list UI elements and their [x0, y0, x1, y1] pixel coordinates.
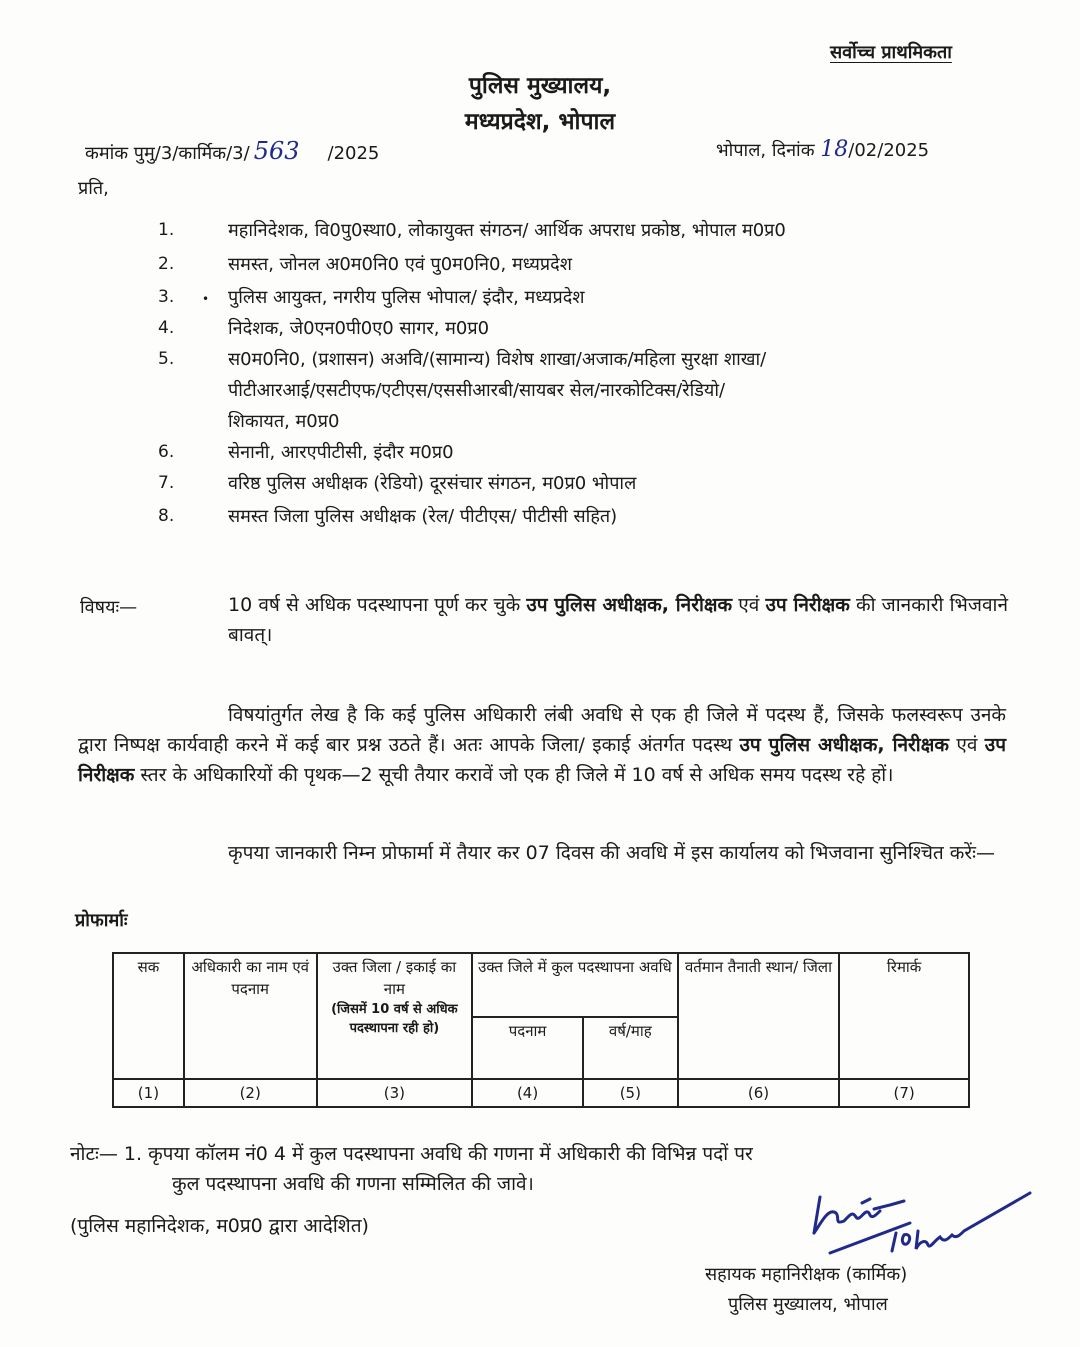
subject-bold: उप पुलिस अधीक्षक, निरीक्षक	[526, 594, 733, 616]
header-current-posting: वर्तमान तैनाती स्थान/ जिला	[678, 953, 840, 1079]
header-district-unit-main: उक्त जिला / इकाई का नाम	[332, 958, 457, 998]
recipient-item: महानिदेशक, वि0पु0स्था0, लोकायुक्त संगठन/ आर्थिक अपराध प्रकोष्ठ, भोपाल म0प्र0	[228, 220, 786, 241]
office-location: मध्यप्रदेश, भोपाल	[464, 109, 616, 135]
handwritten-signature	[800, 1185, 1040, 1265]
recipient-item-line: पीटीआरआई/एसटीएफ/एटीएस/एससीआरबी/सायबर सेल/नारकोटिक्स/रेडियो/	[228, 380, 726, 401]
date-suffix: /02/2025	[848, 140, 930, 161]
para-bold: उप पुलिस अधीक्षक, निरीक्षक	[739, 734, 949, 756]
header-district-unit	[317, 953, 473, 1079]
reference-suffix: /2025	[327, 143, 380, 164]
note-line: नोटः— 1. कृपया कॉलम नं0 4 में कुल पदस्थापना अवधि की गणना में अधिकारी की विभिन्न पदों पर	[70, 1143, 753, 1165]
recipient-number: 2.	[158, 254, 175, 274]
recipient-item: सेनानी, आरएपीटीसी, इंदौर म0प्र0	[228, 442, 454, 463]
body-paragraph	[78, 700, 1006, 790]
office-heading: पुलिस मुख्यालय,	[468, 73, 612, 99]
header-district-unit-note: (जिसमें 10 वर्ष से अधिक पदस्थापना रही हो)	[331, 1002, 458, 1036]
header-year-month: वर्ष/माह	[583, 1017, 678, 1079]
recipient-number: 7.	[158, 473, 175, 493]
column-number: (7)	[839, 1079, 969, 1107]
recipient-item: निदेशक, जे0एन0पी0ए0 सागर, म0प्र0	[228, 318, 490, 339]
date-prefix: भोपाल, दिनांक	[716, 140, 821, 161]
para-part: एवं	[948, 734, 985, 756]
subject-part: एवं	[732, 594, 766, 616]
header-total-posting-period: उक्त जिले में कुल पदस्थापना अवधि	[472, 953, 678, 1017]
recipient-item: समस्त जिला पुलिस अधीक्षक (रेल/ पीटीएस/ पीटीसी सहित)	[228, 506, 618, 527]
recipient-item-line: शिकायत, म0प्र0	[228, 411, 340, 432]
letter-date	[716, 137, 929, 162]
recipient-item: वरिष्ठ पुलिस अधीक्षक (रेडियो) दूरसंचार संगठन, म0प्र0 भोपाल	[228, 473, 637, 494]
recipient-item: पुलिस आयुक्त, नगरीय पुलिस भोपाल/ इंदौर, मध्यप्रदेश	[228, 287, 585, 308]
column-number: (6)	[678, 1079, 840, 1107]
para-part: विषयांतुर्गत लेख है कि कई पुलिस अधिकारी लंबी अवधि से एक ही जिले में पदस्थ हैं, जिसके फलस्वरूप उनके द्वारा निष्पक्ष कार्यवाही करने में कई बार प्रश्न उठते हैं। अतः आपके जिला/ इकाई अंतर्गत पदस्थ	[78, 704, 1006, 756]
proforma-label: प्रोफार्माः	[75, 910, 128, 931]
recipient-item: समस्त, जोनल अ0म0नि0 एवं पु0म0नि0, मध्यप्रदेश	[228, 254, 572, 275]
signatory-title: सहायक महानिरीक्षक (कार्मिक)	[705, 1264, 908, 1285]
recipient-number: 8.	[158, 506, 175, 526]
header-remarks: रिमार्क	[839, 953, 969, 1079]
column-number: (4)	[472, 1079, 583, 1107]
recipient-number: 6.	[158, 442, 175, 462]
note-line: कुल पदस्थापना अवधि की गणना सम्मिलित की जावे।	[172, 1173, 534, 1195]
column-number: (1)	[113, 1079, 184, 1107]
bullet-mark: •	[202, 292, 210, 306]
recipient-number: 5.	[158, 349, 175, 369]
recipient-number: 1.	[158, 220, 175, 240]
reference-number	[85, 137, 379, 165]
instruction-paragraph: कृपया जानकारी निम्न प्रोफार्मा में तैयार कर 07 दिवस की अवधि में इस कार्यालय को भिजवाना सुनिश्चित करेंः—	[228, 842, 995, 864]
para-bold: उप निरीक्षक	[78, 734, 1007, 786]
recipient-item-line: स0म0नि0, (प्रशासन) अअवि/(सामान्य) विशेष शाखा/अजाक/महिला सुरक्षा शाखा/	[228, 349, 767, 370]
date-handwritten-day: 18	[820, 137, 849, 162]
proforma-table	[112, 952, 970, 1108]
ordered-by: (पुलिस महानिदेशक, म0प्र0 द्वारा आदेशित)	[70, 1215, 369, 1237]
reference-prefix: कमांक पुमु/3/कार्मिक/3/	[85, 143, 250, 164]
header-serial: सक	[113, 953, 184, 1079]
subject-bold: उप निरीक्षक	[765, 594, 850, 616]
signatory-office: पुलिस मुख्यालय, भोपाल	[728, 1294, 888, 1315]
column-number: (2)	[184, 1079, 317, 1107]
para-part: स्तर के अधिकारियों की पृथक—2 सूची तैयार करावें जो एक ही जिले में 10 वर्ष से अधिक समय पदस्थ रहे हों।	[134, 764, 894, 786]
reference-handwritten-number: 563	[253, 137, 300, 165]
header-officer-name: अधिकारी का नाम एवं पदनाम	[184, 953, 317, 1079]
subject-part: 10 वर्ष से अधिक पदस्थापना पूर्ण कर चुके	[228, 594, 527, 616]
priority-label: सर्वोच्च प्राथमिकता	[830, 42, 952, 63]
recipient-number: 3.	[158, 287, 175, 307]
column-number: (3)	[317, 1079, 473, 1107]
subject-text	[228, 590, 1008, 650]
header-designation: पदनाम	[472, 1017, 583, 1079]
subject-label: विषयः—	[80, 597, 138, 618]
column-number: (5)	[583, 1079, 678, 1107]
to-label: प्रति,	[78, 178, 109, 199]
recipient-number: 4.	[158, 318, 175, 338]
subject-part: की जानकारी भिजवाने बावत्।	[228, 594, 1008, 646]
